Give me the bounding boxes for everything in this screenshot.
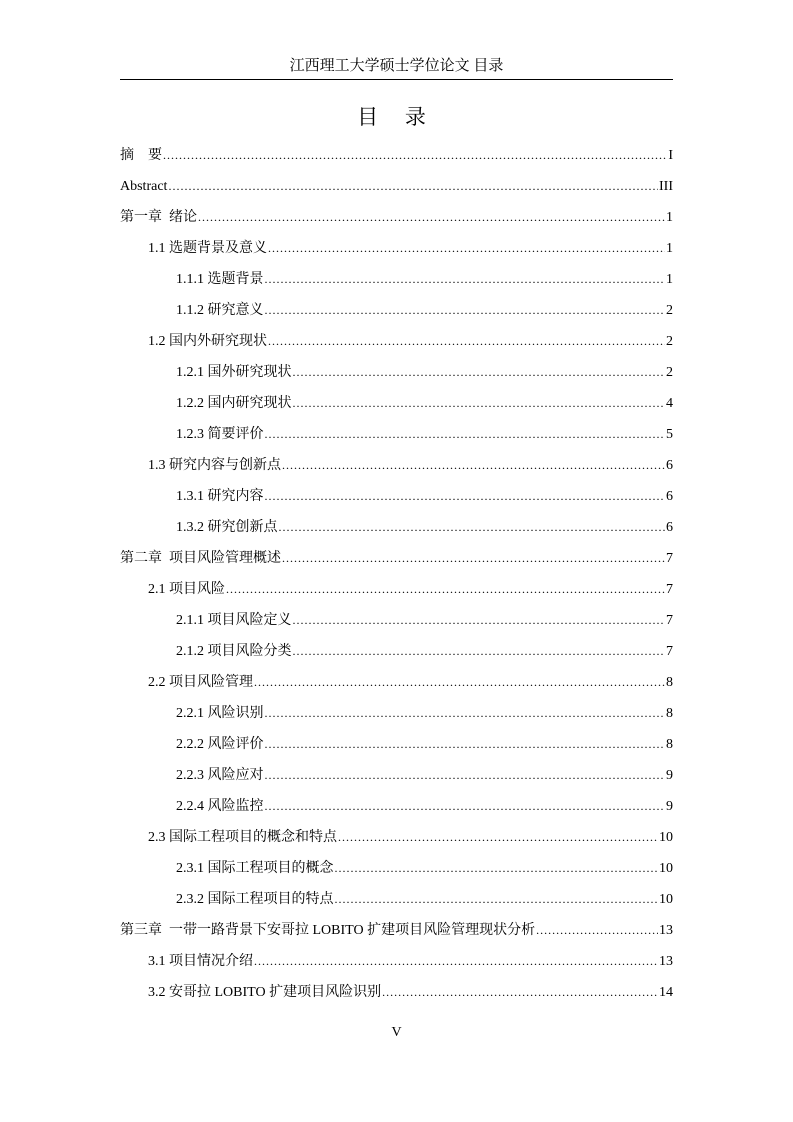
toc-leader-dots <box>293 360 666 384</box>
toc-leader-dots <box>282 453 665 477</box>
toc-entry-page: 13 <box>659 923 673 938</box>
toc-entry-label: 1.3 研究内容与创新点 <box>148 458 281 473</box>
toc-entry-page: 14 <box>659 985 673 1000</box>
toc-entry-page: 8 <box>666 737 673 752</box>
toc-leader-dots <box>335 856 659 880</box>
toc-entry-label: 3.2 安哥拉 LOBITO 扩建项目风险识别 <box>148 985 382 1000</box>
toc-entry-page: III <box>659 179 673 194</box>
toc-entry-page: 1 <box>666 272 673 287</box>
toc-entry[interactable] <box>120 360 673 391</box>
header-rule <box>120 79 673 80</box>
toc-entry[interactable] <box>120 794 673 825</box>
toc-entry-label: 1.2 国内外研究现状 <box>148 334 267 349</box>
toc-entry[interactable] <box>120 918 673 949</box>
toc-leader-dots <box>268 329 665 353</box>
page-title: 目 录 <box>357 105 436 129</box>
toc-leader-dots <box>254 670 665 694</box>
toc-entry-page: 7 <box>666 644 673 659</box>
toc-entry-page: 7 <box>666 613 673 628</box>
toc-entry[interactable] <box>120 639 673 670</box>
page-number: V <box>391 1025 402 1040</box>
toc-entry-label: 2.3 国际工程项目的概念和特点 <box>148 830 337 845</box>
toc-entry-page: 2 <box>666 365 673 380</box>
toc-entry[interactable] <box>120 701 673 732</box>
toc-entry-label: 1.2.1 国外研究现状 <box>176 365 292 380</box>
toc-entry-page: 8 <box>666 675 673 690</box>
toc-entry-page: 13 <box>659 954 673 969</box>
toc-entry[interactable] <box>120 174 673 205</box>
toc-leader-dots <box>265 763 666 787</box>
toc-leader-dots <box>265 484 666 508</box>
toc-entry-label: 摘 要 <box>120 148 162 163</box>
toc-entry[interactable] <box>120 577 673 608</box>
toc-entry-label: 1.3.2 研究创新点 <box>176 520 278 535</box>
toc-leader-dots <box>293 608 666 632</box>
toc-entry[interactable] <box>120 236 673 267</box>
toc-entry-label: Abstract <box>120 179 168 194</box>
running-header: 江西理工大学硕士学位论文 目录 <box>289 58 504 74</box>
toc-entry[interactable] <box>120 980 673 1011</box>
toc-leader-dots <box>265 794 666 818</box>
toc-leader-dots <box>168 174 658 198</box>
table-of-contents <box>120 143 673 1011</box>
toc-entry[interactable] <box>120 546 673 577</box>
toc-entry[interactable] <box>120 267 673 298</box>
toc-entry-label: 2.2.3 风险应对 <box>176 768 264 783</box>
toc-entry-label: 2.1.1 项目风险定义 <box>176 613 292 628</box>
toc-entry-page: 10 <box>659 830 673 845</box>
toc-leader-dots <box>198 205 665 229</box>
toc-entry-page: 1 <box>666 241 673 256</box>
toc-leader-dots <box>265 732 666 756</box>
toc-entry-label: 2.3.1 国际工程项目的概念 <box>176 861 334 876</box>
toc-leader-dots <box>282 546 665 570</box>
toc-entry[interactable] <box>120 763 673 794</box>
toc-leader-dots <box>163 143 667 167</box>
toc-entry-label: 2.3.2 国际工程项目的特点 <box>176 892 334 907</box>
toc-leader-dots <box>279 515 666 539</box>
toc-entry-label: 2.2.2 风险评价 <box>176 737 264 752</box>
toc-entry-label: 2.2 项目风险管理 <box>148 675 253 690</box>
toc-entry-label: 2.2.4 风险监控 <box>176 799 264 814</box>
toc-leader-dots <box>382 980 658 1004</box>
toc-entry-page: 2 <box>666 303 673 318</box>
toc-leader-dots <box>338 825 658 849</box>
toc-entry[interactable] <box>120 298 673 329</box>
toc-leader-dots <box>265 701 666 725</box>
toc-entry-page: 2 <box>666 334 673 349</box>
toc-entry-label: 1.1.2 研究意义 <box>176 303 264 318</box>
toc-leader-dots <box>265 422 666 446</box>
toc-entry-page: 7 <box>666 582 673 597</box>
toc-entry-page: 10 <box>659 861 673 876</box>
toc-entry-label: 1.2.2 国内研究现状 <box>176 396 292 411</box>
toc-entry-page: 1 <box>666 210 673 225</box>
toc-entry-page: 4 <box>666 396 673 411</box>
toc-leader-dots <box>226 577 665 601</box>
toc-entry-page: 9 <box>666 799 673 814</box>
toc-entry-label: 第三章 一带一路背景下安哥拉 LOBITO 扩建项目风险管理现状分析 <box>120 923 536 938</box>
toc-leader-dots <box>268 236 665 260</box>
toc-entry[interactable] <box>120 329 673 360</box>
toc-leader-dots <box>265 298 666 322</box>
toc-leader-dots <box>265 267 666 291</box>
toc-entry-page: 7 <box>666 551 673 566</box>
toc-entry[interactable] <box>120 825 673 856</box>
toc-entry[interactable] <box>120 949 673 980</box>
toc-entry-label: 2.1.2 项目风险分类 <box>176 644 292 659</box>
toc-entry[interactable] <box>120 422 673 453</box>
toc-entry-page: 8 <box>666 706 673 721</box>
toc-entry-page: 6 <box>666 520 673 535</box>
toc-entry-label: 1.1 选题背景及意义 <box>148 241 267 256</box>
toc-leader-dots <box>293 639 666 663</box>
toc-leader-dots <box>335 887 659 911</box>
toc-entry[interactable] <box>120 887 673 918</box>
toc-entry-label: 2.2.1 风险识别 <box>176 706 264 721</box>
toc-entry[interactable] <box>120 608 673 639</box>
toc-entry-label: 第一章 绪论 <box>120 210 197 225</box>
toc-entry[interactable] <box>120 453 673 484</box>
toc-entry[interactable] <box>120 143 673 174</box>
toc-entry-label: 1.1.1 选题背景 <box>176 272 264 287</box>
toc-entry-page: I <box>668 148 673 163</box>
toc-entry[interactable] <box>120 484 673 515</box>
toc-leader-dots <box>254 949 658 973</box>
toc-entry[interactable] <box>120 732 673 763</box>
toc-entry-label: 1.2.3 简要评价 <box>176 427 264 442</box>
toc-entry[interactable] <box>120 205 673 236</box>
toc-entry-page: 6 <box>666 458 673 473</box>
toc-entry-page: 10 <box>659 892 673 907</box>
toc-entry-page: 6 <box>666 489 673 504</box>
toc-entry-page: 9 <box>666 768 673 783</box>
toc-entry-label: 第二章 项目风险管理概述 <box>120 551 281 566</box>
toc-entry[interactable] <box>120 515 673 546</box>
toc-entry-page: 5 <box>666 427 673 442</box>
toc-entry-label: 3.1 项目情况介绍 <box>148 954 253 969</box>
toc-entry[interactable] <box>120 856 673 887</box>
toc-entry[interactable] <box>120 391 673 422</box>
toc-leader-dots <box>536 918 658 942</box>
toc-leader-dots <box>293 391 666 415</box>
toc-entry[interactable] <box>120 670 673 701</box>
toc-entry-label: 1.3.1 研究内容 <box>176 489 264 504</box>
toc-entry-label: 2.1 项目风险 <box>148 582 225 597</box>
